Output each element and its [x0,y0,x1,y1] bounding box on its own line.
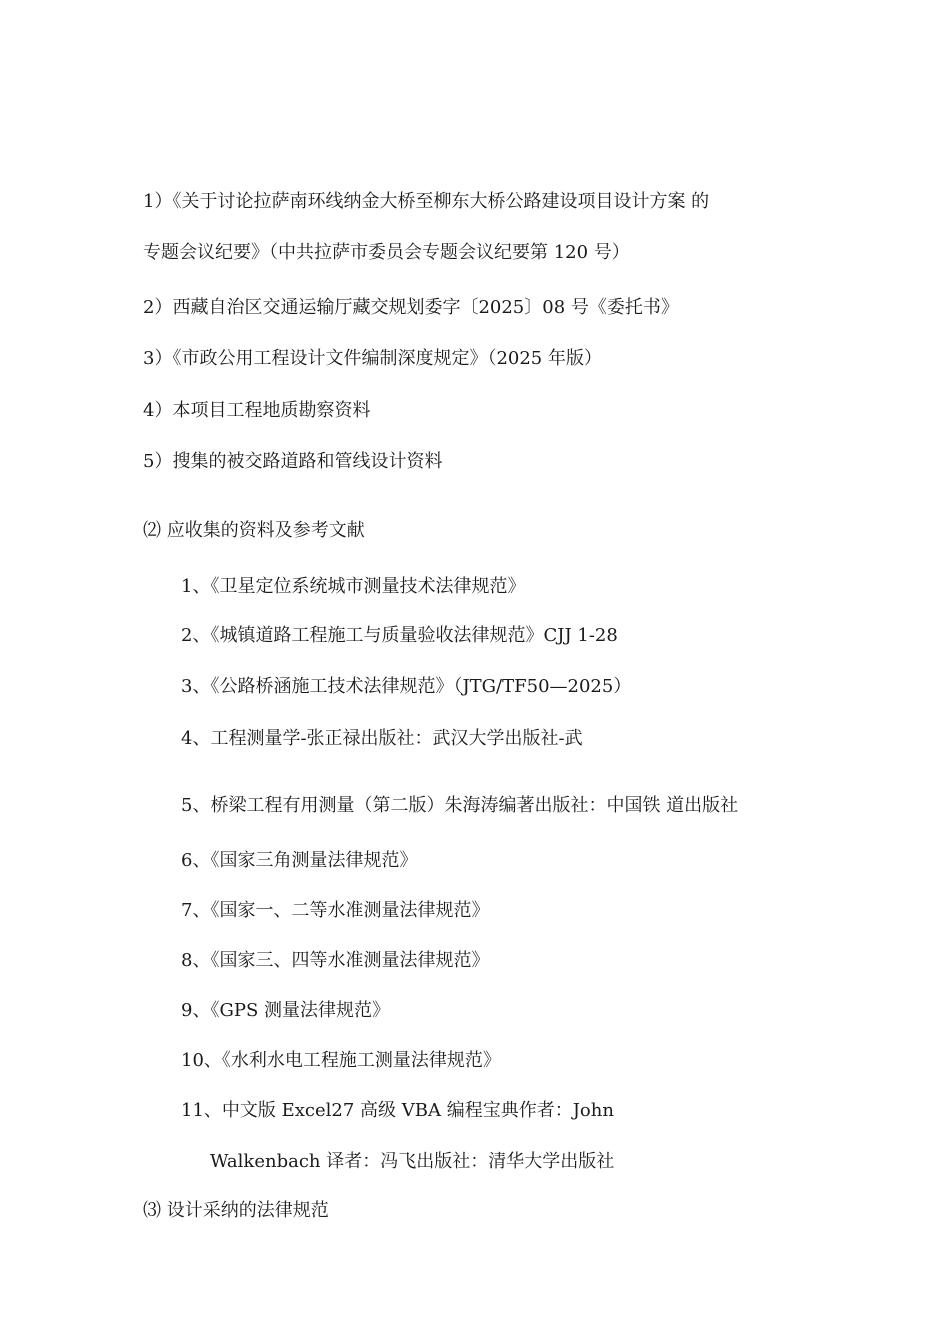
reference-10: 10、《水利水电工程施工测量法律规范》 [181,1050,501,1071]
section-2-heading: ⑵ 应收集的资料及参考文献 [143,520,365,541]
reference-11: 11、中文版 Excel27 高级 VBA 编程宝典作者：John [181,1100,614,1121]
reference-6: 6、《国家三角测量法律规范》 [181,850,418,871]
section-3-heading: ⑶ 设计采纳的法律规范 [143,1200,329,1221]
basis-item-5: 5）搜集的被交路道路和管线设计资料 [143,451,443,472]
reference-3: 3、《公路桥涵施工技术法律规范》（JTG/TF50—2025） [181,676,632,697]
basis-item-2: 2）西藏自治区交通运输厅藏交规划委字〔2025〕08 号《委托书》 [143,297,679,318]
basis-item-1-line-1: 1）《关于讨论拉萨南环线纳金大桥至柳东大桥公路建设项目设计方案 的 [143,191,710,212]
reference-7: 7、《国家一、二等水准测量法律规范》 [181,900,490,921]
basis-item-4: 4）本项目工程地质勘察资料 [143,400,371,421]
reference-4: 4、工程测量学-张正禄出版社：武汉大学出版社-武 [181,728,583,749]
reference-9: 9、《GPS 测量法律规范》 [181,1000,390,1021]
basis-item-1-line-2: 专题会议纪要》（中共拉萨市委员会专题会议纪要第 120 号） [143,242,630,263]
reference-8: 8、《国家三、四等水准测量法律规范》 [181,950,490,971]
reference-5: 5、桥梁工程有用测量（第二版）朱海涛编著出版社：中国铁 道出版社 [181,795,739,816]
basis-item-3: 3）《市政公用工程设计文件编制深度规定》（2025 年版） [143,348,602,369]
reference-11-continuation: Walkenbach 译者：冯飞出版社：清华大学出版社 [210,1151,615,1172]
reference-2: 2、《城镇道路工程施工与质量验收法律规范》CJJ 1-28 [181,625,618,646]
reference-1: 1、《卫星定位系统城市测量技术法律规范》 [181,576,526,597]
